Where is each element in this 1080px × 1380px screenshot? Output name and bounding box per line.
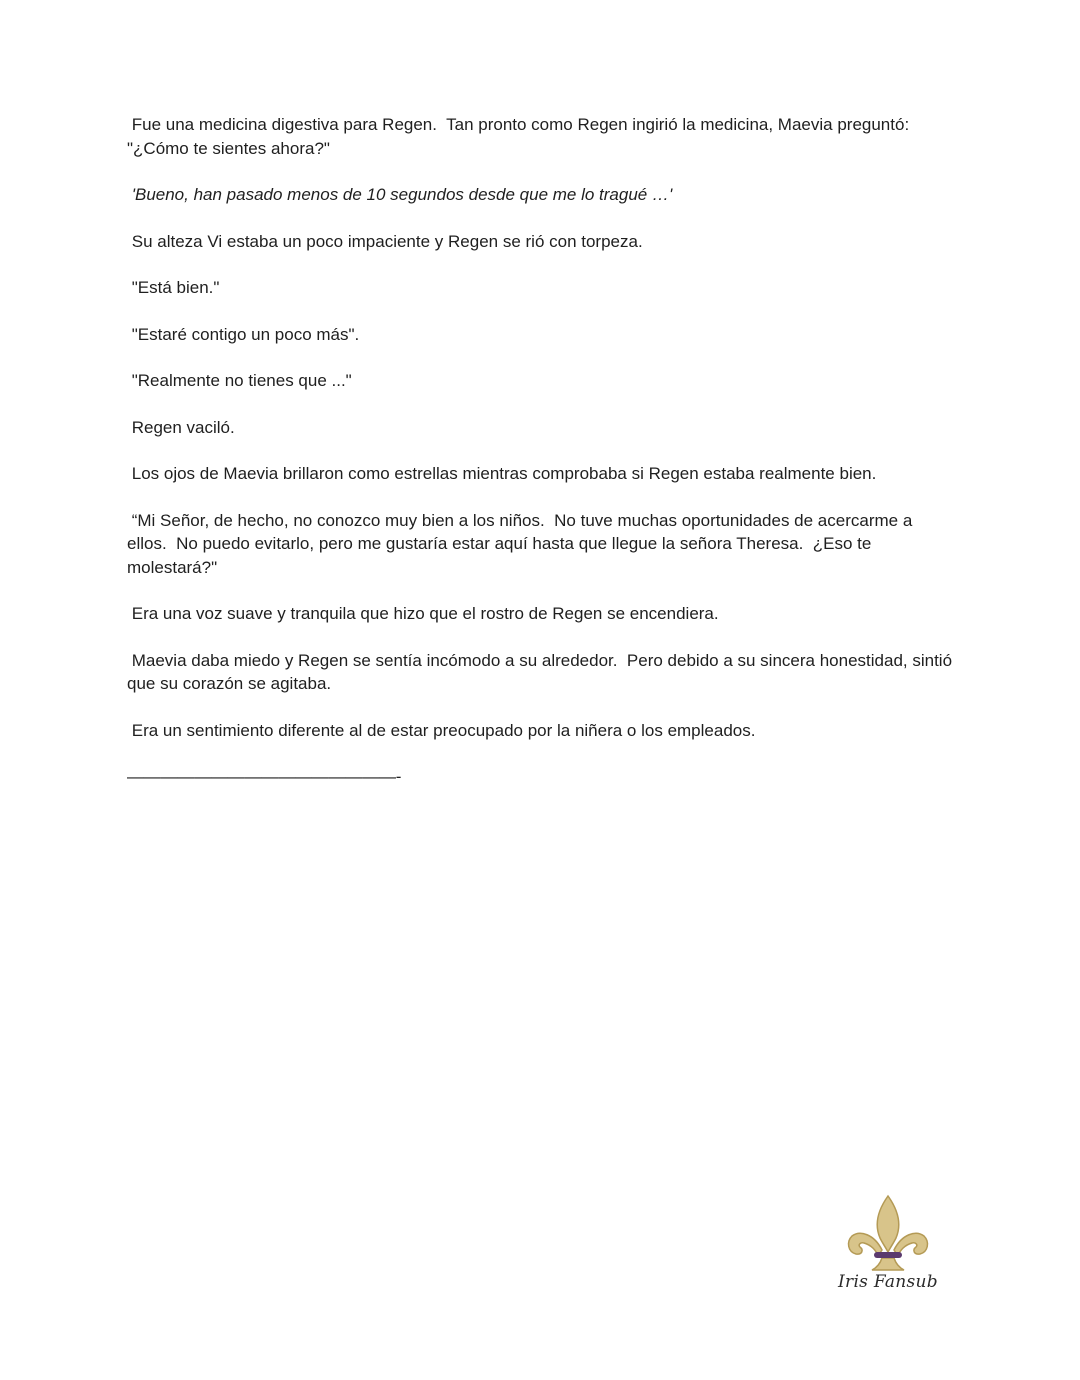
paragraph-11: Maevia daba miedo y Regen se sentía incómodo a su alrededor. Pero debido a su sincera honestidad, sintió que su corazón se agitaba. bbox=[127, 650, 957, 693]
fleur-de-lis-icon bbox=[844, 1192, 932, 1274]
paragraph-4: "Está bien." bbox=[127, 278, 220, 297]
paragraph-5: "Estaré contigo un poco más". bbox=[127, 324, 360, 344]
paragraph-2: 'Bueno, han pasado menos de 10 segundos desde que me lo tragué …' bbox=[127, 185, 673, 204]
logo-text: Iris Fansub bbox=[838, 1272, 938, 1292]
paragraph-10: Era una voz suave y tranquila que hizo que el rostro de Regen se encendiera. bbox=[127, 604, 719, 623]
paragraph-3: Su alteza Vi estaba un poco impaciente y Regen se rió con torpeza. bbox=[127, 231, 643, 251]
paragraph-7: Regen vaciló. bbox=[127, 417, 235, 437]
paragraph-8: Los ojos de Maevia brillaron como estrellas mientras comprobaba si Regen estaba realmente bien. bbox=[127, 464, 877, 483]
paragraph-12: Era un sentimiento diferente al de estar preocupado por la niñera o los empleados. bbox=[127, 720, 756, 740]
section-separator: ————————————————- bbox=[127, 767, 402, 786]
paragraph-9: “Mi Señor, de hecho, no conozco muy bien a los niños. No tuve muchas oportunidades de acercarme a ellos. No puedo evitarlo, pero me gustaría estar aquí hasta que llegue la señora Theresa. ¿Eso te molestará?" bbox=[127, 510, 918, 577]
document-page bbox=[127, 113, 957, 789]
iris-fansub-logo bbox=[838, 1192, 938, 1304]
paragraph-6: "Realmente no tienes que ..." bbox=[127, 371, 352, 390]
paragraph-1: Fue una medicina digestiva para Regen. Tan pronto como Regen ingirió la medicina, Maevia preguntó: "¿Cómo te sientes ahora?" bbox=[127, 115, 914, 158]
